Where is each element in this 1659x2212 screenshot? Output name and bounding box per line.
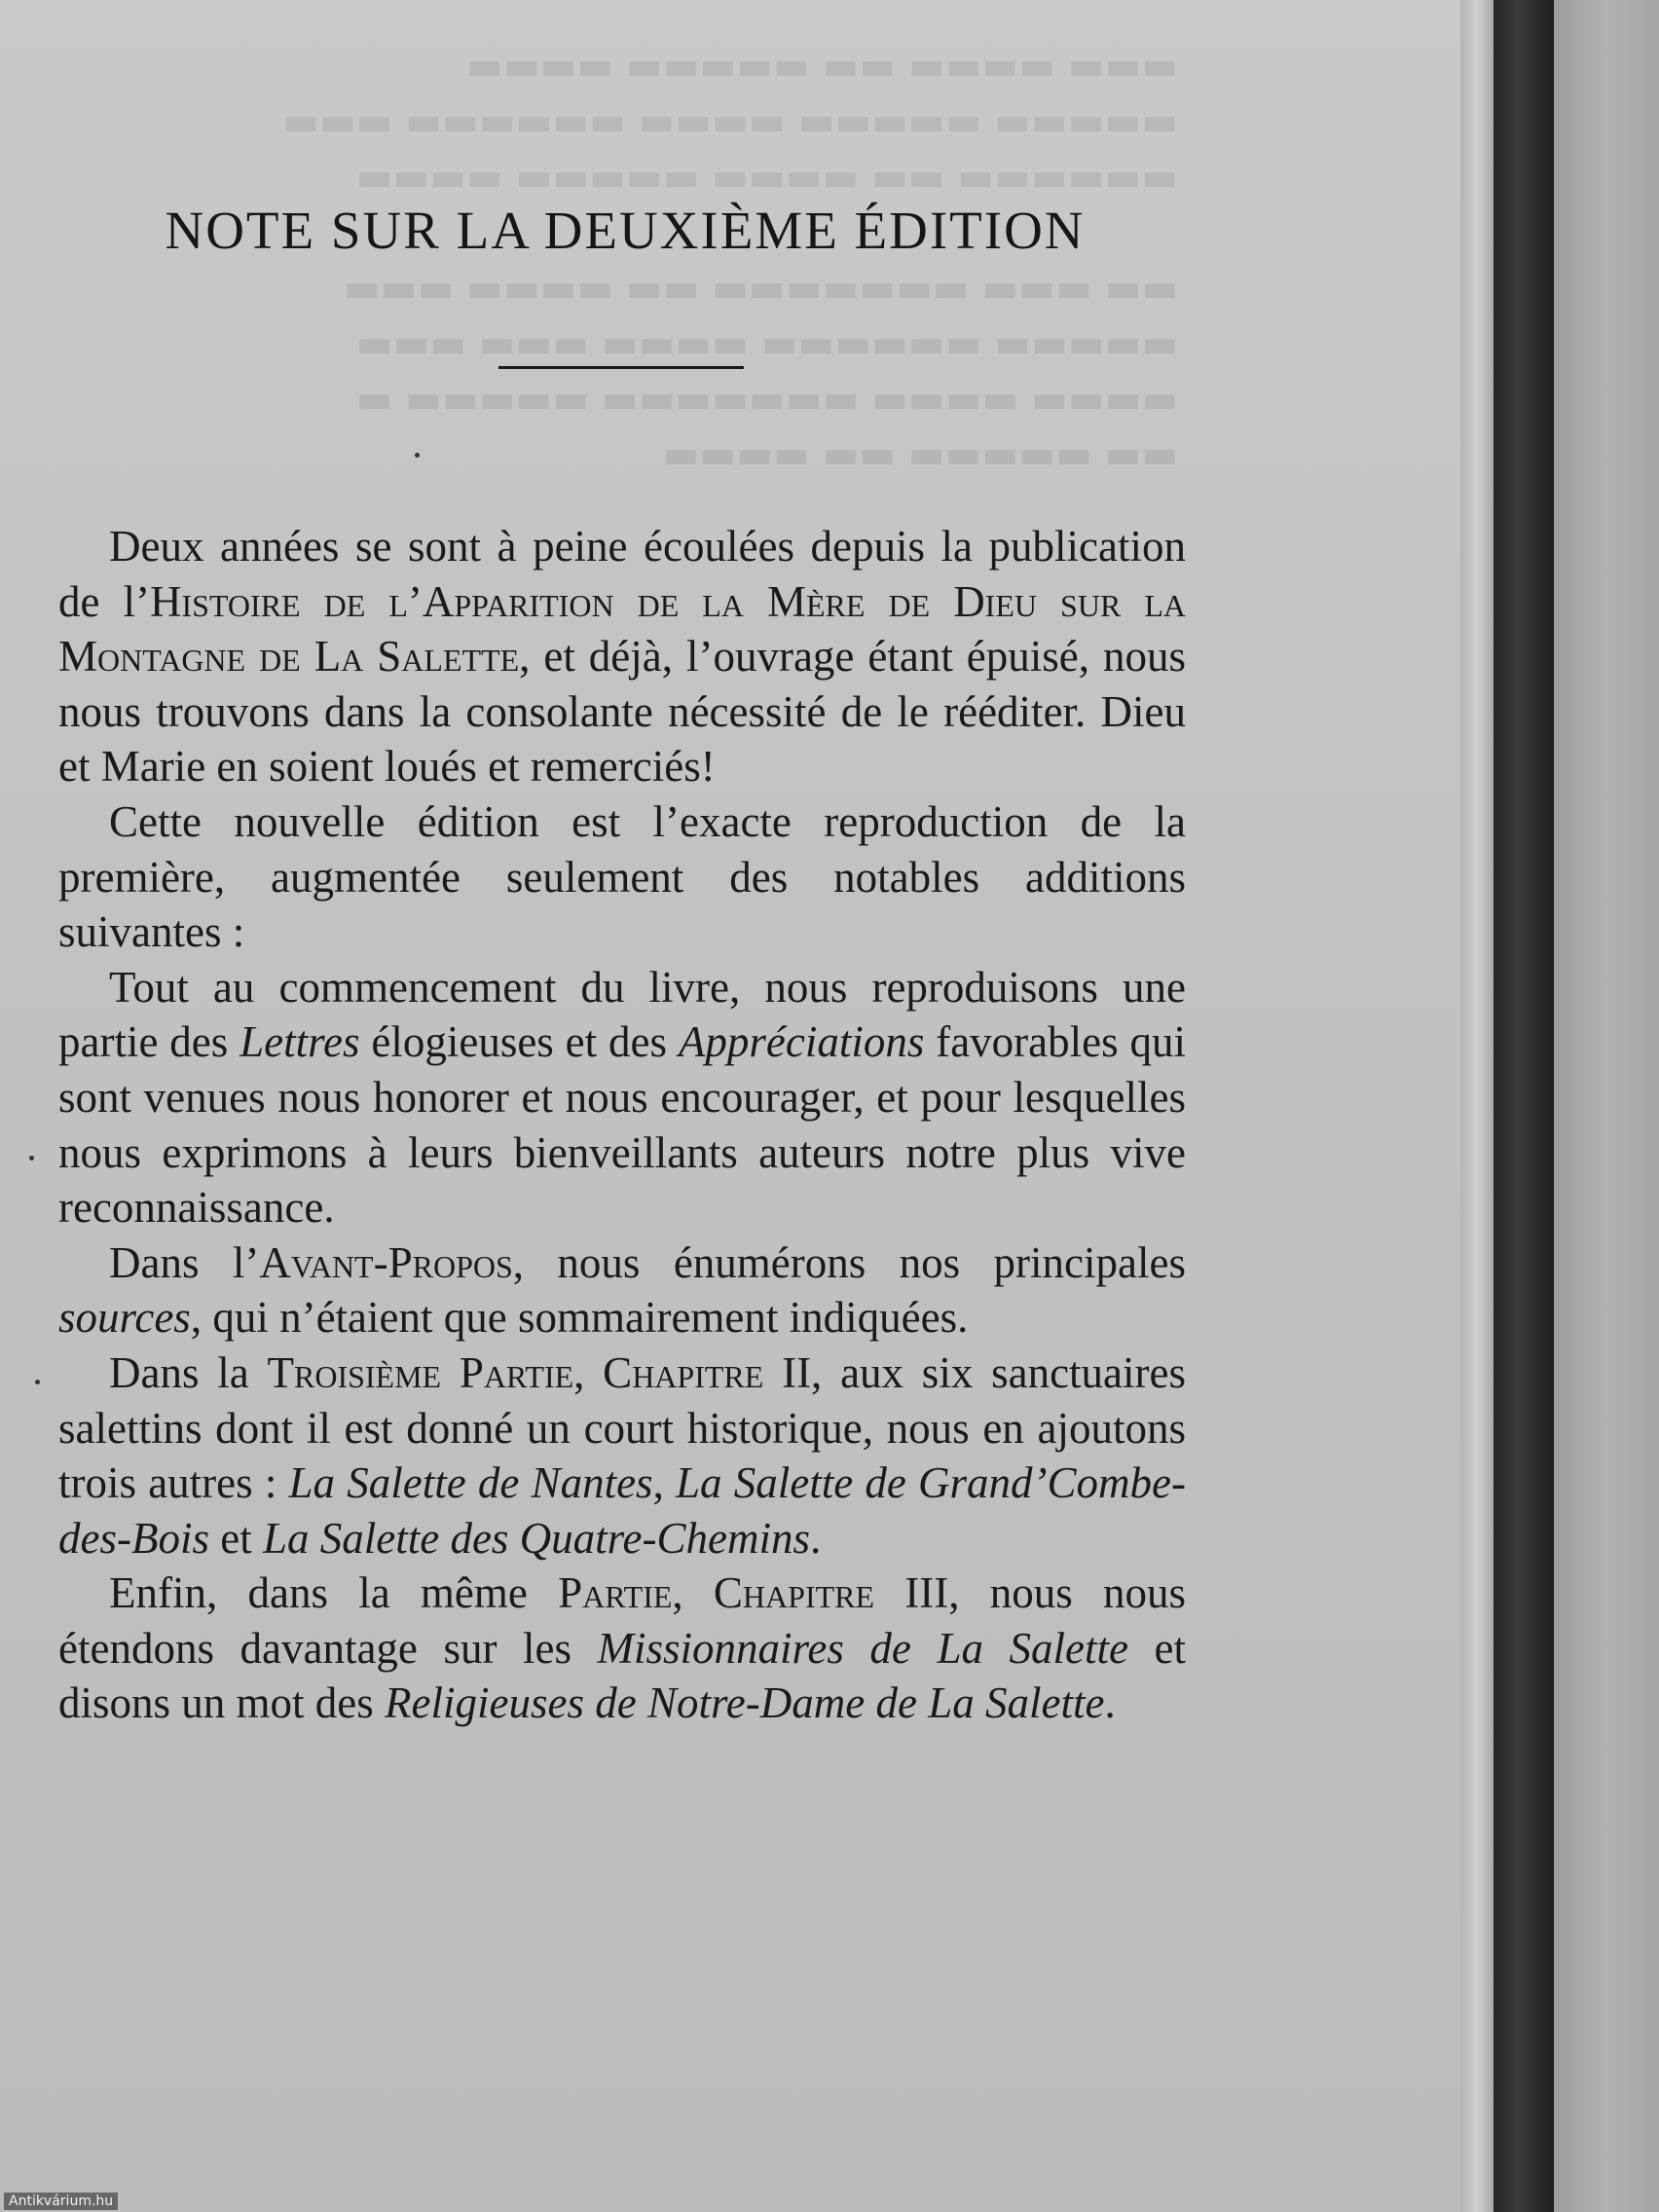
binding-spine [1493,0,1554,2212]
text: Cette nouvelle édition est l’exacte reproduction de la première, augmentée seulement des notables additions suivantes : [58,796,1186,957]
text: Enfin, dans la même [109,1568,559,1618]
page-edge [1460,0,1493,2212]
background-cloth [1554,0,1659,2212]
text: , [652,1458,677,1508]
emphasis: La Salette des Quatre-Chemins [262,1513,810,1563]
paragraph [58,794,1186,960]
text: , qui n’étaient que sommairement indiquées. [190,1293,969,1343]
emphasis: sources [58,1293,191,1343]
watermark: Antikvárium.hu [4,2193,118,2210]
emphasis: Appréciations [678,1017,925,1067]
text: III, nous nous étendons davantage sur les [58,1568,1187,1673]
text: . [1104,1678,1116,1728]
paragraph [58,960,1186,1235]
paragraph [58,1235,1186,1346]
section-ref: Troisième Partie, Chapitre [267,1347,764,1397]
speck [35,1380,40,1384]
show-through-text: ▬▬▬ ▬▬▬▬ ▬▬ ▬▬▬▬▬ ▬▬▬▬ ▬▬▬▬▬ ▬▬▬▬▬ ▬▬▬▬ ▬▬▬▬▬▬ ▬▬▬ ▬▬▬▬▬▬ ▬▬ ▬▬▬▬ ▬▬▬▬▬ ▬▬▬▬ ▬▬ ▬▬▬ ▬▬▬▬▬▬▬ ▬▬ ▬▬▬▬ ▬▬▬ ▬▬▬▬▬ ▬▬▬▬▬▬ ▬▬▬▬ ▬▬▬ ▬▬▬ ▬▬▬▬ ▬▬▬▬ ▬▬▬▬▬▬▬ ▬▬▬▬▬ ▬ ▬▬ ▬▬▬▬▬ ▬▬ ▬▬▬▬ [281,44,1178,477]
text: élogieuses et des [359,1017,679,1067]
text: favorables qui sont venues nous honorer et nous encourager, et pour lesquelles nous exprimons à leurs bienveillants auteurs notre plus vive reconnaissance. [58,1017,1186,1233]
text: II, aux six sanctuaires salettins dont il est donné un court historique, nous en ajoutons trois autres : [58,1347,1186,1508]
text: Deux années se sont à peine écoulées depuis la publication de l’ [58,522,1186,626]
text: Dans l’ [109,1237,260,1287]
text: . [810,1513,822,1563]
page-title: NOTE SUR LA DEUXIÈME ÉDITION [165,201,1086,260]
text: Tout au commencement du livre, nous reproduisons une partie des [58,962,1186,1067]
emphasis: La Salette de Nantes [288,1458,653,1508]
book-title: Histoire de l’Apparition de la Mère de Dieu sur la Montagne de La Salette [58,576,1186,682]
text: et [208,1513,263,1563]
text: , nous énumérons nos principales [512,1237,1186,1287]
speck [415,453,420,458]
emphasis: Missionnaires de La Salette [597,1623,1128,1673]
section-ref: Avant-Propos [259,1237,513,1287]
text: Dans la [109,1347,268,1397]
speck [29,1156,34,1161]
text: et disons un mot des [58,1623,1186,1728]
emphasis: Religieuses de Notre-Dame de La Salette [385,1678,1105,1728]
paragraph [58,519,1186,794]
emphasis: La Salette de Grand’Combe-des-Bois [58,1458,1187,1563]
paragraph [58,1566,1186,1731]
title-rule [498,366,744,369]
body-text [58,519,1186,1731]
section-ref: Partie, Chapitre [558,1568,875,1618]
paragraph [58,1346,1186,1566]
emphasis: Lettres [240,1017,360,1067]
text: , et déjà, l’ouvrage étant épuisé, nous nous trouvons dans la consolante nécessité de le rééditer. Dieu et Marie en soient loués et remerciés! [58,632,1186,792]
